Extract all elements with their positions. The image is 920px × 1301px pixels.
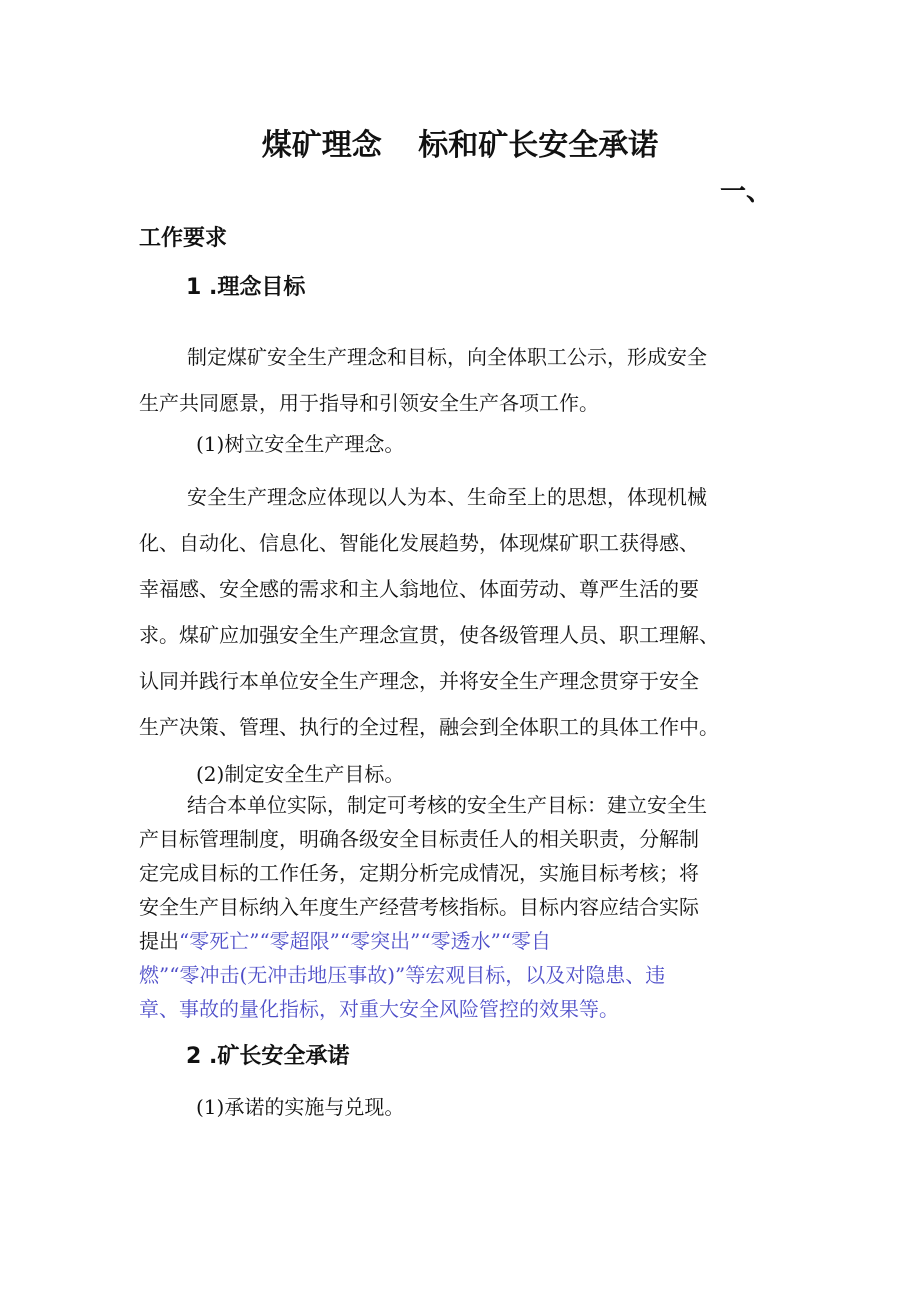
- paragraph-line: 安全生产目标纳入年度生产经营考核指标。目标内容应结合实际: [139, 895, 699, 919]
- paragraph-philosophy: [139, 474, 719, 750]
- paragraph-line: 结合本单位实际，制定可考核的安全生产目标：建立安全生: [187, 793, 707, 817]
- item-heading-3: (1)承诺的实施与兑现。: [196, 1095, 405, 1119]
- paragraph-line: 定完成目标的工作任务，定期分析完成情况，实施目标考核；将: [139, 861, 699, 885]
- subsection-heading-1: 1 .理念目标: [186, 275, 306, 300]
- paragraph-line: 生产决策、管理、执行的全过程，融会到全体职工的具体工作中。: [139, 715, 719, 739]
- paragraph-text: 提出: [139, 929, 179, 953]
- paragraph-intro: [139, 334, 707, 426]
- paragraph-line: 幸福感、安全感的需求和主人翁地位、体面劳动、尊严生活的要: [139, 577, 699, 601]
- highlighted-line: 章、事故的量化指标，对重大安全风险管控的效果等。: [139, 997, 619, 1021]
- paragraph-line: 生产共同愿景，用于指导和引领安全生产各项工作。: [139, 391, 599, 415]
- highlighted-text: “零死亡”“零超限”“零突出”“零透水”“零自: [179, 929, 552, 953]
- section-number: 一、: [720, 177, 773, 207]
- paragraph-line: 安全生产理念应体现以人为本、生命至上的思想，体现机械: [187, 485, 707, 509]
- subsection-heading-2: 2 .矿长安全承诺: [186, 1044, 350, 1069]
- paragraph-line-mixed: [139, 924, 707, 958]
- document-title: 煤矿理念 标和矿长安全承诺: [261, 128, 659, 163]
- item-heading-2: (2)制定安全生产目标。: [196, 762, 405, 786]
- paragraph-line: 化、自动化、信息化、智能化发展趋势，体现煤矿职工获得感、: [139, 531, 699, 555]
- paragraph-line: 产目标管理制度，明确各级安全目标责任人的相关职责，分解制: [139, 827, 699, 851]
- item-heading-1: (1)树立安全生产理念。: [196, 432, 405, 456]
- paragraph-line: 求。煤矿应加强安全生产理念宣贯，使各级管理人员、职工理解、: [139, 623, 719, 647]
- section-heading: 工作要求: [139, 226, 228, 251]
- paragraph-line: 认同并践行本单位安全生产理念，并将安全生产理念贯穿于安全: [139, 669, 699, 693]
- paragraph-targets: [139, 788, 707, 1026]
- paragraph-line: 制定煤矿安全生产理念和目标，向全体职工公示，形成安全: [187, 345, 707, 369]
- highlighted-line: 燃”“零冲击(无冲击地压事故)”等宏观目标，以及对隐患、违: [139, 963, 666, 987]
